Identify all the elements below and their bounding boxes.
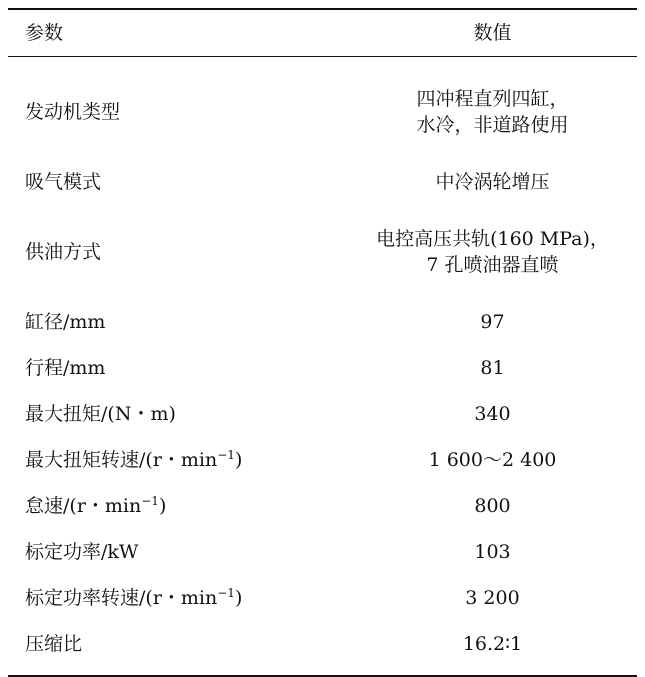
value-line: 16.2∶1 (462, 633, 523, 655)
param-cell: 压缩比 (25, 633, 83, 655)
value-cell (318, 355, 637, 381)
param-text: 标定功率转速/(r・min (25, 587, 218, 609)
table-header-row (8, 10, 637, 56)
param-cell: 行程/mm (25, 357, 106, 379)
table-row (8, 345, 637, 391)
value-line: 四冲程直列四缸， (416, 88, 569, 110)
value-cell (318, 539, 637, 565)
param-text-end: ) (234, 449, 243, 471)
value-cell (318, 86, 637, 138)
value-line: 81 (480, 357, 505, 379)
param-text: 最大扭矩转速/(r・min (25, 449, 218, 471)
table-body (8, 57, 637, 675)
value-line: 103 (474, 541, 511, 563)
header-param-cell: 参数 (25, 22, 64, 44)
param-cell (8, 585, 318, 611)
table-row (8, 621, 637, 675)
value-cell (318, 309, 637, 335)
table-row (8, 159, 637, 205)
spec-table (8, 8, 637, 677)
header-value-cell: 数值 (473, 22, 512, 44)
value-line: 3 200 (465, 587, 520, 609)
param-text: 怠速/(r・min (25, 495, 142, 517)
param-cell (8, 493, 318, 519)
value-line: 800 (474, 495, 511, 517)
value-line: 中冷涡轮增压 (435, 171, 550, 193)
value-cell (318, 401, 637, 427)
value-line: 电控高压共轨(160 MPa)， (376, 228, 609, 250)
table-row (8, 529, 637, 575)
table-row (8, 575, 637, 621)
table-row (8, 299, 637, 345)
table-row (8, 391, 637, 437)
param-cell: 标定功率/kW (25, 541, 139, 563)
table-row (8, 57, 637, 159)
value-line: 水冷，非道路使用 (416, 114, 569, 136)
value-cell (318, 631, 637, 657)
value-line: 7 孔喷油器直喷 (426, 254, 559, 276)
param-cell: 缸径/mm (25, 311, 106, 333)
table-row (8, 483, 637, 529)
value-cell (318, 447, 637, 473)
table-row (8, 437, 637, 483)
param-superscript: −1 (217, 586, 235, 600)
param-superscript: −1 (217, 448, 235, 462)
param-cell: 吸气模式 (25, 171, 102, 193)
value-cell (318, 226, 637, 278)
param-cell: 发动机类型 (25, 101, 121, 123)
value-cell (318, 169, 637, 195)
value-cell (318, 493, 637, 519)
param-cell (8, 447, 318, 473)
value-line: 340 (474, 403, 511, 425)
value-line: 1 600～2 400 (428, 449, 557, 471)
param-superscript: −1 (141, 494, 159, 508)
param-text-end: ) (234, 587, 243, 609)
value-line: 97 (480, 311, 505, 333)
table-row (8, 205, 637, 299)
value-cell (318, 585, 637, 611)
param-cell: 最大扭矩/(N・m) (25, 403, 176, 425)
param-cell: 供油方式 (25, 241, 102, 263)
param-text-end: ) (158, 495, 167, 517)
